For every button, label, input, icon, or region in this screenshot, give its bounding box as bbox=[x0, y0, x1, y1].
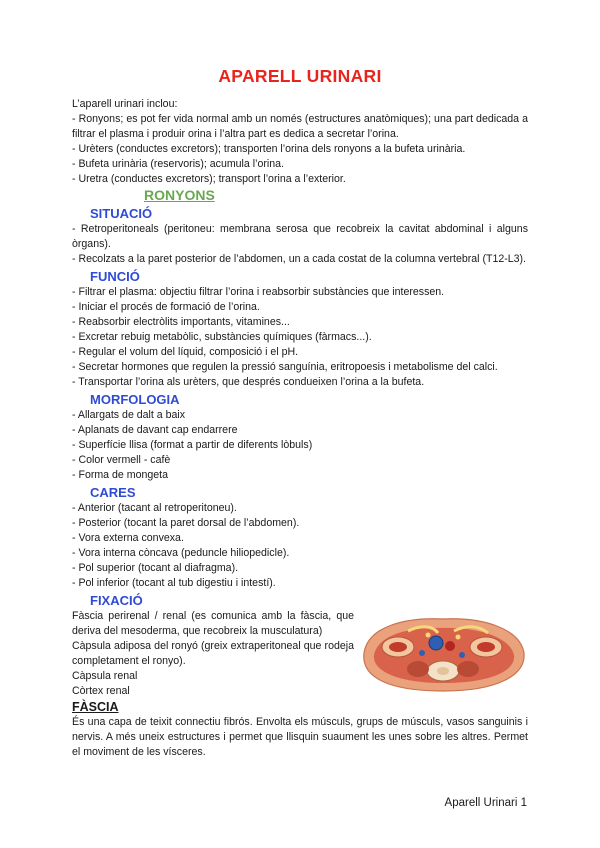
situacio-item: - Recolzats a la paret posterior de l’abdomen, un a cada costat de la columna vertebral (T12-L3). bbox=[72, 253, 527, 265]
fixacio-item: Càpsula renal bbox=[72, 670, 138, 682]
intro-line: - Ronyons; es pot fer vida normal amb un només (estructures anatòmiques); una part dedicada a filtrar el plasma i produir orina i l’altra part es dedica a secretar l’orina. bbox=[72, 113, 528, 140]
intro-section bbox=[72, 97, 528, 187]
morfologia-item: - Aplanats de davant cap endarrere bbox=[72, 424, 238, 436]
situacio-item: - Retroperitoneals (peritoneu: membrana serosa que recobreix la cavitat abdominal i alguns òrgans). bbox=[72, 223, 528, 250]
page-title: APARELL URINARI bbox=[218, 66, 382, 86]
cares-item: - Posterior (tocant la paret dorsal de l’abdomen). bbox=[72, 517, 300, 529]
cares-item: - Pol superior (tocant al diafragma). bbox=[72, 562, 239, 574]
fascia-text: És una capa de teixit connectiu fibrós. Envolta els músculs, grups de músculs, vasos sanguinis i nervis. A més uneix estructures i permet que llisquin suaument les unes sobre les altres. Permet el moviment de les vísceres. bbox=[72, 716, 528, 758]
funcio-item: - Secretar hormones que regulen la pressió sanguínia, eritropoesis i metabolisme del calci. bbox=[72, 361, 498, 373]
intro-line: - Urèters (conductes excretors); transporten l’orina dels ronyons a la bufeta urinària. bbox=[72, 143, 466, 155]
cares-item: - Anterior (tacant al retroperitoneu). bbox=[72, 502, 237, 514]
situacio-heading: SITUACIÓ bbox=[90, 206, 153, 221]
kidney-cross-section-image bbox=[358, 613, 528, 695]
fixacio-item: Càpsula adiposa del ronyó (greix extraperitoneal que rodeja completament el ronyo). bbox=[72, 640, 354, 667]
fixacio-section bbox=[72, 609, 528, 699]
intro-line: - Uretra (conductes excretors); transport l’orina a l’exterior. bbox=[72, 173, 346, 185]
funcio-item: - Regular el volum del líquid, composició i el pH. bbox=[72, 346, 299, 358]
cares-heading: CARES bbox=[90, 485, 136, 500]
fixacio-item: Fàscia perirenal / renal (es comunica amb la fàscia, que deriva del mesoderma, que recobreix la musculatura) bbox=[72, 610, 354, 637]
cares-item: - Pol inferior (tocant al tub digestiu i intestí). bbox=[72, 577, 276, 589]
cares-item: - Vora externa convexa. bbox=[72, 532, 184, 544]
funcio-item: - Filtrar el plasma: objectiu filtrar l’orina i reabsorbir substàncies que interessen. bbox=[72, 286, 445, 298]
ronyons-heading: RONYONS bbox=[144, 187, 215, 203]
intro-line: - Bufeta urinària (reservoris); acumula l’orina. bbox=[72, 158, 284, 170]
fixacio-heading: FIXACIÓ bbox=[90, 593, 143, 608]
morfologia-item: - Superfície llisa (format a partir de diferents lòbuls) bbox=[72, 439, 313, 451]
morfologia-heading: MORFOLOGIA bbox=[90, 392, 180, 407]
intro-line: L’aparell urinari inclou: bbox=[72, 98, 178, 110]
page-footer: Aparell Urinari 1 bbox=[444, 797, 527, 809]
fixacio-item: Còrtex renal bbox=[72, 685, 130, 697]
fascia-heading: FÀSCIA bbox=[72, 700, 119, 714]
funcio-item: - Reabsorbir electròlits importants, vitamines... bbox=[72, 316, 290, 328]
funcio-item: - Transportar l’orina als urèters, que després condueixen l’orina a la bufeta. bbox=[72, 376, 425, 388]
funcio-item: - Excretar rebuig metabòlic, substàncies químiques (fàrmacs...). bbox=[72, 331, 372, 343]
cares-item: - Vora interna còncava (peduncle hiliopedicle). bbox=[72, 547, 290, 559]
funcio-heading: FUNCIÓ bbox=[90, 269, 140, 284]
morfologia-item: - Color vermell - cafè bbox=[72, 454, 171, 466]
funcio-item: - Iniciar el procés de formació de l’orina. bbox=[72, 301, 260, 313]
document-page bbox=[72, 66, 528, 760]
morfologia-item: - Forma de mongeta bbox=[72, 469, 168, 481]
morfologia-item: - Allargats de dalt a baix bbox=[72, 409, 186, 421]
